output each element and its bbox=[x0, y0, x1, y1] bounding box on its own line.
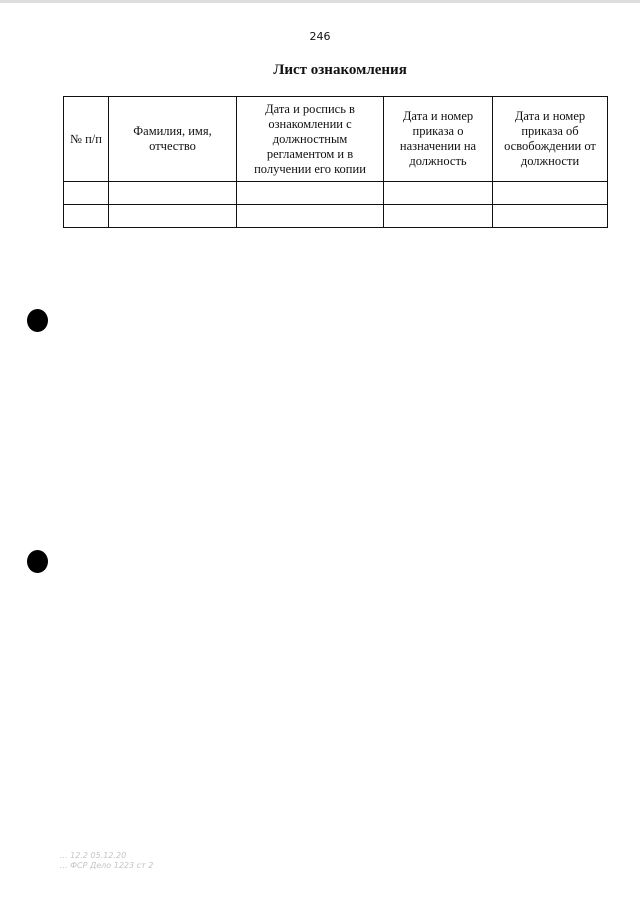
table-cell bbox=[493, 205, 608, 228]
table-cell bbox=[237, 205, 384, 228]
punch-hole-mark bbox=[27, 309, 48, 332]
header-cell-signature-date: Дата и роспись в ознакомлении с должностным регламентом и в получении его копии bbox=[237, 97, 384, 182]
stamp-line: ... ФСР Дело 1223 ст 2 bbox=[60, 861, 154, 870]
header-cell-appointment-order: Дата и номер приказа о назначении на должность bbox=[384, 97, 493, 182]
table-cell bbox=[109, 205, 237, 228]
table-cell bbox=[237, 182, 384, 205]
header-cell-full-name: Фамилия, имя, отчество bbox=[109, 97, 237, 182]
punch-hole-mark bbox=[27, 550, 48, 573]
table-cell bbox=[384, 182, 493, 205]
page-number: 246 bbox=[309, 30, 331, 43]
table-cell bbox=[64, 182, 109, 205]
table-header-row bbox=[64, 97, 608, 182]
header-cell-dismissal-order: Дата и номер приказа об освобождении от должности bbox=[493, 97, 608, 182]
page-top-edge bbox=[0, 0, 640, 3]
stamp-line: ... 12.2 05.12.20 bbox=[60, 851, 127, 860]
table-cell bbox=[64, 205, 109, 228]
table-cell bbox=[384, 205, 493, 228]
table-cell bbox=[109, 182, 237, 205]
document-title: Лист ознакомления bbox=[273, 62, 407, 78]
faint-stamp bbox=[60, 851, 153, 871]
table-cell bbox=[493, 182, 608, 205]
table-row bbox=[64, 205, 608, 228]
acknowledgement-table bbox=[63, 96, 608, 228]
header-cell-number: № п/п bbox=[64, 97, 109, 182]
table-row bbox=[64, 182, 608, 205]
